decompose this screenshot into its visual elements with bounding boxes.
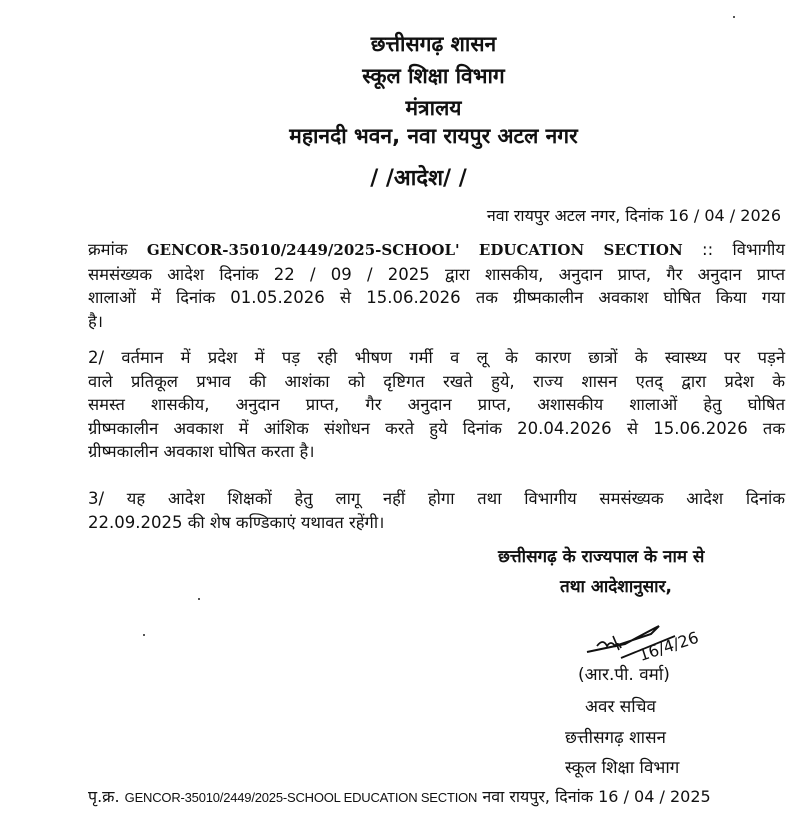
order-title: / /आदेश/ / [370,166,467,191]
endorsement-reference: GENCOR-35010/2449/2025-SCHOOL EDUCATION SECTION [124,790,478,805]
paragraph-3 [88,487,785,534]
reference-label: क्रमांक [88,240,147,259]
reference-number: GENCOR-35010/2449/2025-SCHOOL' EDUCATION SECTION [146,241,683,259]
header-ministry: मंत्रालय [405,96,462,120]
paragraph-1-line-4: है। [88,311,104,331]
paragraph-2-line-4: ग्रीष्मकालीन अवकाश में आंशिक संशोधन करते हुये दिनांक 20.04.2026 से 15.06.2026 तक [88,418,785,438]
paragraph-2-line-3: समस्त शासकीय, अनुदान प्राप्त, गैर अनुदान प्राप्त, अशासकीय शालाओं हेतु घोषित [88,395,785,414]
signature-scribble-icon [585,606,725,666]
paragraph-1-line-3: शालाओं में दिनांक 01.05.2026 से 15.06.2026 तक ग्रीष्मकालीन अवकाश घोषित किया गया [88,288,785,307]
paragraph-3-line-2: 22.09.2025 की शेष कण्डिकाएं यथावत रहेंगी। [88,512,385,532]
endorsement-place-date: नवा रायपुर, दिनांक 16 / 04 / 2025 [482,787,711,806]
endorsement-line [88,785,711,807]
scan-speck [198,598,200,600]
signatory-designation: अवर सचिव [585,697,656,717]
paragraph-2-line-2: वाले प्रतिकूल प्रभाव की आशंका को दृष्टिगत रखते हुये, राज्य शासन एतद् द्वारा प्रदेश के [88,371,785,391]
paragraph-2 [88,346,785,464]
paragraph-1-line-2: समसंख्यक आदेश दिनांक 22 / 09 / 2025 द्वारा शासकीय, अनुदान प्राप्त, गैर अनुदान प्राप्त [88,264,785,284]
scan-speck [143,634,145,636]
reference-suffix: :: विभागीय [702,240,785,259]
svg-text:16/4/26: 16/4/26 [636,627,701,665]
paragraph-1 [88,238,785,333]
signatory-name: (आर.पी. वर्मा) [578,665,670,685]
paragraph-1-line-1 [88,238,785,263]
header-address: महानदी भवन, नवा रायपुर अटल नगर [289,124,578,148]
authority-line-1: छत्तीसगढ़ के राज्यपाल के नाम से [498,547,705,567]
authority-line-2: तथा आदेशानुसार, [560,577,672,597]
scan-speck [733,16,735,18]
endorsement-prefix: पृ.क्र. [88,787,120,806]
handwritten-signature [585,606,725,666]
order-place-date: नवा रायपुर अटल नगर, दिनांक 16 / 04 / 2026 [486,206,781,225]
paragraph-3-line-1: 3/ यह आदेश शिक्षकों हेतु लागू नहीं होगा तथा विभागीय समसंख्यक आदेश दिनांक [88,489,785,508]
signatory-department: स्कूल शिक्षा विभाग [565,758,680,778]
header-government: छत्तीसगढ़ शासन [370,32,497,56]
signatory-government: छत्तीसगढ़ शासन [565,728,666,748]
header-department: स्कूल शिक्षा विभाग [362,64,505,88]
paragraph-2-line-5: ग्रीष्मकालीन अवकाश घोषित करता है। [88,442,315,461]
paragraph-2-line-1: 2/ वर्तमान में प्रदेश में पड़ रही भीषण गर्मी व लू के कारण छात्रों के स्वास्थ्य पर पड़ने [88,348,785,367]
